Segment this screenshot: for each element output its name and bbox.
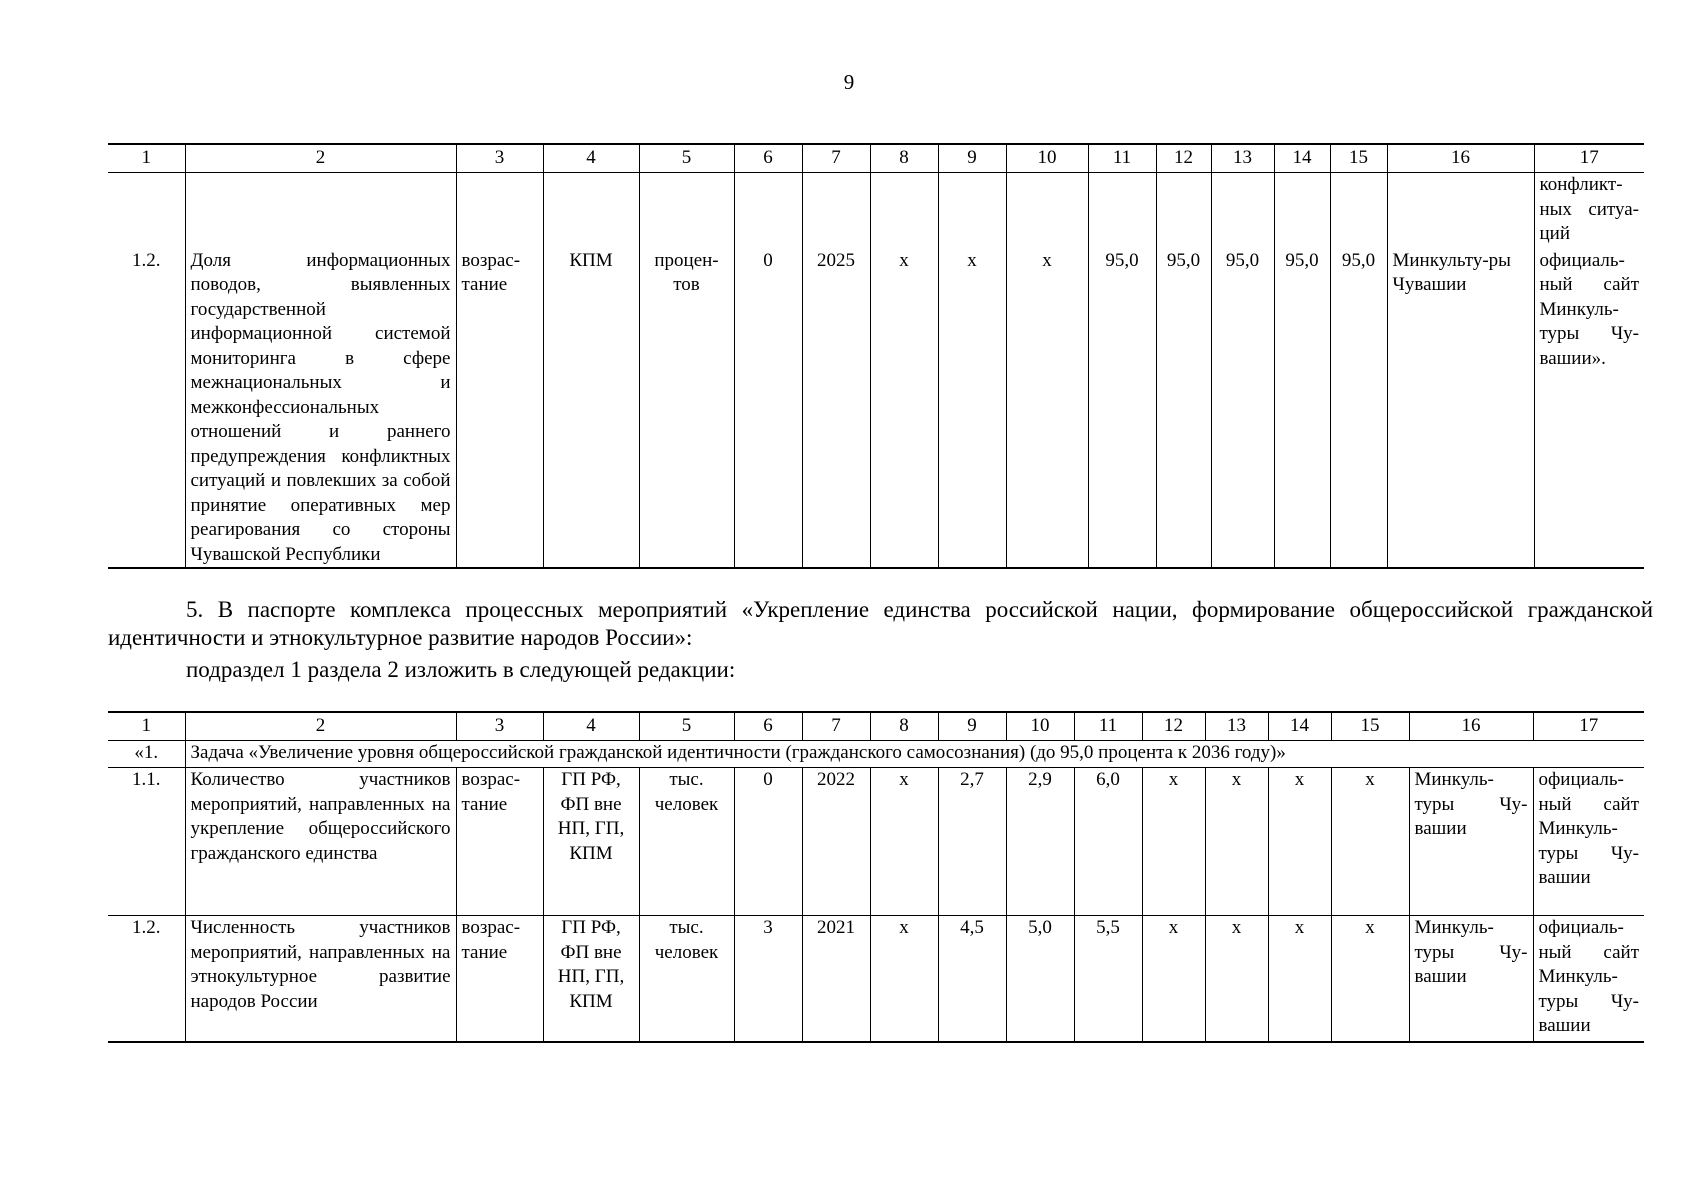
cell-value: 2,7 (938, 768, 1006, 916)
header-cell: 9 (938, 144, 1006, 173)
cell-trend: возрас-тание (456, 249, 543, 569)
cell-value: х (1331, 916, 1409, 1042)
task-row (108, 741, 1644, 768)
cell-level: КПМ (543, 249, 639, 569)
cell-info-system: конфликт-ных ситуа-ций (1534, 173, 1644, 249)
header-cell: 3 (456, 712, 543, 741)
cell-value: 4,5 (938, 916, 1006, 1042)
cell-level: ГП РФ, ФП вне НП, ГП, КПМ (543, 916, 639, 1042)
cell-level: ГП РФ, ФП вне НП, ГП, КПМ (543, 768, 639, 916)
cell-base-year: 2021 (802, 916, 870, 1042)
page-number: 9 (843, 70, 855, 94)
header-cell: 14 (1274, 144, 1330, 173)
cell-value: х (1142, 916, 1205, 1042)
cell-indicator-name: Количество участников мероприятий, направленных на укрепление общероссийского гражданского единства (185, 768, 456, 916)
cell-number: 1.2. (108, 249, 185, 569)
cell-number: 1.1. (108, 768, 185, 916)
indicators-table-continued (108, 143, 1644, 569)
header-cell: 15 (1331, 712, 1409, 741)
cell-value: х (870, 916, 938, 1042)
header-cell: 13 (1205, 712, 1268, 741)
header-cell: 11 (1074, 712, 1142, 741)
cell-number: 1.2. (108, 916, 185, 1042)
cell-base-value: 0 (734, 768, 802, 916)
header-cell: 4 (543, 144, 639, 173)
cell-value: х (1331, 768, 1409, 916)
header-cell: 3 (456, 144, 543, 173)
header-cell: 12 (1156, 144, 1211, 173)
indicators-table-new (108, 711, 1644, 1043)
header-cell: 1 (108, 712, 185, 741)
cell-unit: тыс. человек (639, 916, 734, 1042)
cell-value: 6,0 (1074, 768, 1142, 916)
cell-value: х (870, 249, 938, 569)
paragraph-text: 5. В паспорте комплекса процессных мероприятий «Укрепление единства российской нации, формирование общероссийской гражданской идентичности и этнокультурное развитие народов России»: (108, 597, 1653, 650)
header-cell: 5 (639, 144, 734, 173)
cell-trend: возрас-тание (456, 768, 543, 916)
cell-value: х (1205, 916, 1268, 1042)
cell-unit: процен-тов (639, 249, 734, 569)
cell-trend: возрас-тание (456, 916, 543, 1042)
cell-value: х (1006, 249, 1088, 569)
paragraph-text: подраздел 1 раздела 2 изложить в следующей редакции: (186, 657, 736, 682)
cell-value: 95,0 (1274, 249, 1330, 569)
header-cell: 12 (1142, 712, 1205, 741)
table-header-row (108, 712, 1644, 741)
cell-value: 95,0 (1088, 249, 1156, 569)
header-cell: 11 (1088, 144, 1156, 173)
cell-value: 95,0 (1211, 249, 1274, 569)
cell-value: х (1268, 916, 1331, 1042)
cell-responsible: Минкуль-туры Чу-вашии (1409, 916, 1533, 1042)
header-cell: 4 (543, 712, 639, 741)
cell-base-year: 2025 (802, 249, 870, 569)
cell-info-system: официаль-ный сайт Минкуль-туры Чу-вашии». (1534, 249, 1644, 569)
cell-responsible: Минкульту-ры Чувашии (1387, 249, 1534, 569)
cell-value: 95,0 (1156, 249, 1211, 569)
header-cell: 17 (1533, 712, 1644, 741)
cell-indicator-name: Численность участников мероприятий, направленных на этнокультурное развитие народов России (185, 916, 456, 1042)
cell-value: 5,5 (1074, 916, 1142, 1042)
header-cell: 13 (1211, 144, 1274, 173)
amendment-paragraph (108, 596, 1653, 652)
header-cell: 2 (185, 144, 456, 173)
cell-value: 95,0 (1330, 249, 1387, 569)
cell-value: х (1205, 768, 1268, 916)
cell-base-year: 2022 (802, 768, 870, 916)
header-cell: 8 (870, 144, 938, 173)
table-header-row (108, 144, 1644, 173)
cell-indicator-name: Доля информационных поводов, выявленных государственной информационной системой мониторинга в сфере межнациональных и межконфессиональных отношений и раннего предупреждения конфликтных ситуаций и повлекших за собой принятие оперативных мер реагирования со стороны Чувашской Республики (185, 249, 456, 569)
table-row (108, 768, 1644, 916)
cell-value: х (1142, 768, 1205, 916)
header-cell: 1 (108, 144, 185, 173)
header-cell: 7 (802, 144, 870, 173)
header-cell: 6 (734, 712, 802, 741)
cell-value: 5,0 (1006, 916, 1074, 1042)
header-cell: 15 (1330, 144, 1387, 173)
cell-value: х (1268, 768, 1331, 916)
cell-value: х (870, 768, 938, 916)
header-cell: 2 (185, 712, 456, 741)
header-cell: 6 (734, 144, 802, 173)
cell-base-value: 0 (734, 249, 802, 569)
header-cell: 17 (1534, 144, 1644, 173)
table-row (108, 916, 1644, 1042)
header-cell: 10 (1006, 712, 1074, 741)
header-cell: 7 (802, 712, 870, 741)
header-cell: 8 (870, 712, 938, 741)
cell-unit: тыс. человек (639, 768, 734, 916)
table-row-continuation (108, 173, 1644, 249)
header-cell: 5 (639, 712, 734, 741)
header-cell: 10 (1006, 144, 1088, 173)
cell-value: 2,9 (1006, 768, 1074, 916)
cell-info-system: официаль-ный сайт Минкуль-туры Чу-вашии (1533, 768, 1644, 916)
cell-task-number: «1. (108, 741, 185, 768)
cell-responsible: Минкуль-туры Чу-вашии (1409, 768, 1533, 916)
header-cell: 14 (1268, 712, 1331, 741)
amendment-subparagraph (108, 656, 1653, 684)
cell-info-system: официаль-ный сайт Минкуль-туры Чу-вашии (1533, 916, 1644, 1042)
header-cell: 16 (1409, 712, 1533, 741)
cell-task-text: Задача «Увеличение уровня общероссийской гражданской идентичности (гражданского самосознания) (до 95,0 процента к 2036 году)» (185, 741, 1644, 768)
cell-base-value: 3 (734, 916, 802, 1042)
header-cell: 16 (1387, 144, 1534, 173)
table-row (108, 249, 1644, 569)
header-cell: 9 (938, 712, 1006, 741)
cell-value: х (938, 249, 1006, 569)
